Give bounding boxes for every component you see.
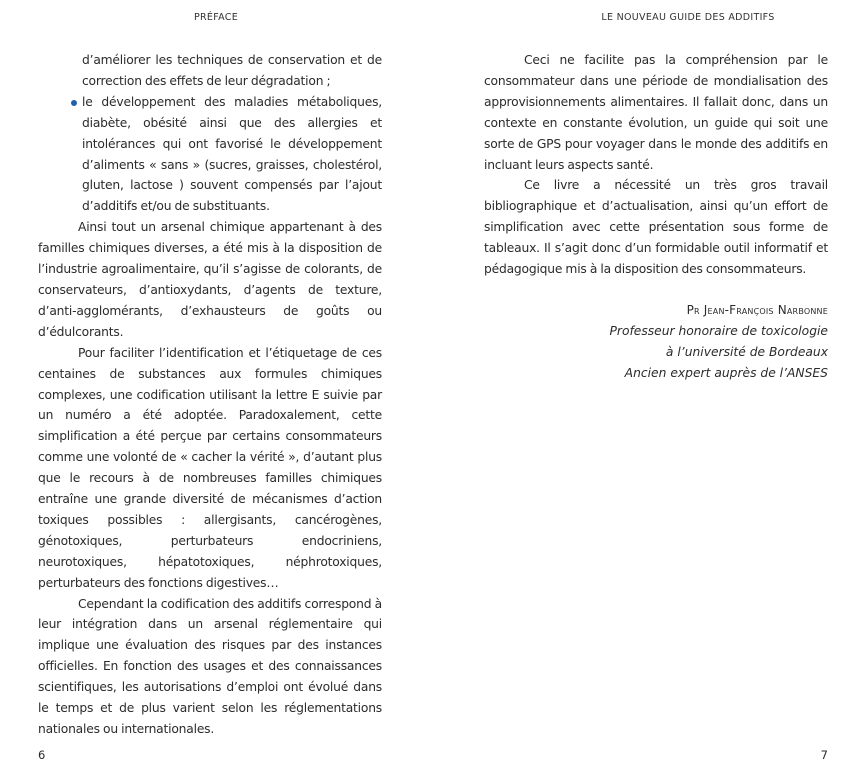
page-number-left: 6 (38, 747, 46, 762)
right-body-text (484, 50, 828, 280)
running-head-right (484, 12, 828, 50)
signature-name: Pr Jean-François Narbonne (686, 302, 828, 317)
list-item (38, 92, 382, 217)
paragraph: Cependant la codification des additifs correspond à leur intégration dans un arsenal réglementaire qui implique une évaluation des risques par des instances officielles. En fonction des usages et des connaissances scientifiques, les autorisations d’emploi ont évolué dans le temps et de plus varient selon les réglementations nationales ou internationales. (38, 596, 382, 736)
running-head-text: PRÉFACE (194, 12, 238, 23)
signature-former-role: Ancien expert auprès de l’ANSES (624, 365, 828, 380)
paragraph: Ce livre a nécessité un très gros travail bibliographique et d’actualisation, ainsi qu’un effort de simplification avec cette présentation sous forme de tableaux. Il s’agit donc d’un formidable outil informatif et pédagogique mis à la disposition des consommateurs. (484, 178, 828, 277)
paragraph: Pour faciliter l’identification et l’étiquetage de ces centaines de substances aux formules chimiques complexes, une codification utilisant la lettre E suivie par un numéro a été adoptée. Paradoxalement, cette simplification a été perçue par certains consommateurs comme une volonté de « cacher la vérité », d’autant plus que le recours à de nombreuses familles chimiques entraîne une grande diversité de mécanismes d’action toxiques possibles : allergisants, cancérogènes, génotoxiques, perturbateurs endocriniens, neurotoxiques, hépatotoxiques, néphrotoxiques, perturbateurs des fonctions digestives… (38, 345, 382, 590)
left-body-text (38, 50, 382, 740)
list-item-text: le développement des maladies métaboliques, diabète, obésité ainsi que des allergies et intolérances qui ont favorisé le développement d’aliments « sans » (sucres, graisses, cholestérol, gluten, lactose ) souvent compensés par l’ajout d’additifs et/ou de substituants. (82, 94, 382, 214)
spacer (38, 740, 382, 748)
page-number-right: 7 (820, 747, 828, 762)
paragraph: Ceci ne facilite pas la compréhension par le consommateur dans une période de mondialisation des approvisionnements alimentaires. Il fallait donc, dans un contexte en constante évolution, un guide qui soit une sorte de GPS pour voyager dans le monde des additifs en incluant leurs aspects santé. (484, 53, 828, 172)
running-head-left (38, 12, 382, 50)
list-item-continuation: d’améliorer les techniques de conservation et de correction des effets de leur dégradation ; (82, 53, 382, 88)
spacer (484, 384, 828, 748)
right-page (433, 0, 866, 776)
signature-affiliation: à l’université de Bordeaux (665, 344, 828, 359)
paragraph: Ainsi tout un arsenal chimique appartenant à des familles chimiques diverses, a été mis à la disposition de l’industrie agroalimentaire, qu’il s’agisse de colorants, de conservateurs, d’antioxydants, d’agents de texture, d’anti-agglomérants, d’exhausteurs de goûts ou d’édulcorants. (38, 220, 382, 339)
signature-block (484, 300, 828, 384)
running-head-text: LE NOUVEAU GUIDE DES ADDITIFS (601, 12, 775, 23)
signature-title: Professeur honoraire de toxicologie (609, 323, 828, 338)
bullet-icon (71, 100, 77, 106)
